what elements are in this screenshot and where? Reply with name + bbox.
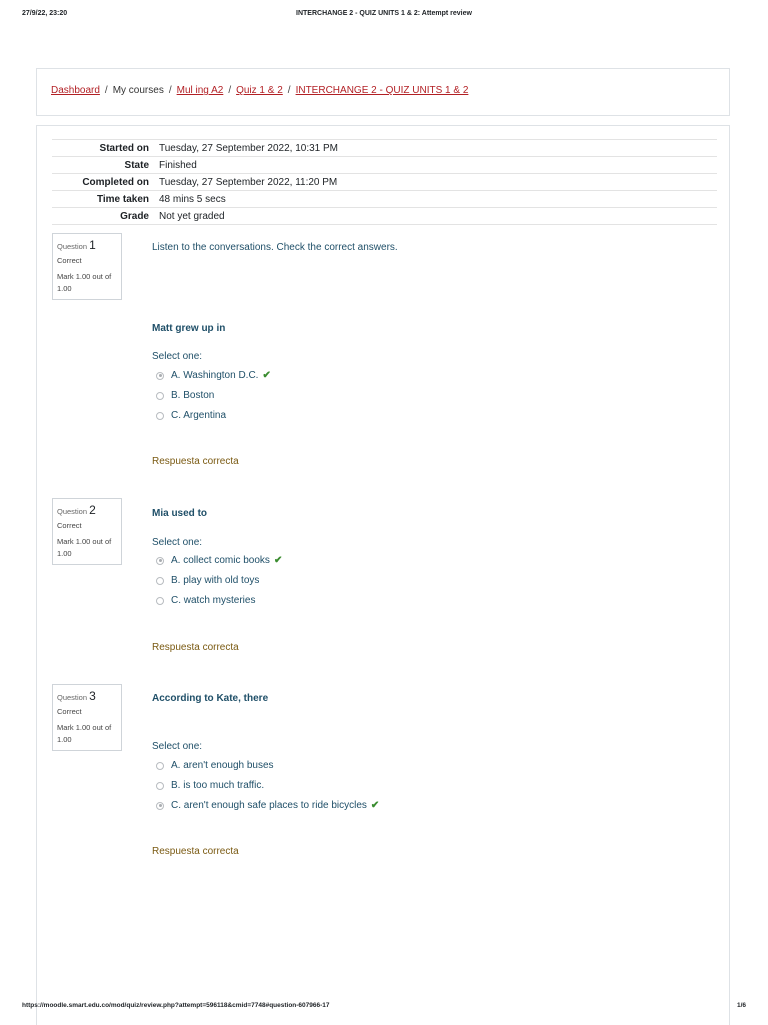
summary-label: State	[124, 159, 149, 171]
answer-option[interactable]: B. play with old toys	[156, 575, 259, 586]
summary-value: Tuesday, 27 September 2022, 11:20 PM	[159, 176, 338, 188]
correct-check-icon: ✔	[262, 370, 271, 381]
summary-label: Started on	[99, 142, 149, 154]
radio-selected-icon[interactable]	[156, 802, 164, 810]
summary-value: 48 mins 5 secs	[159, 193, 226, 205]
breadcrumb	[51, 85, 468, 96]
breadcrumb-separator: /	[228, 85, 232, 96]
breadcrumb-separator: /	[168, 85, 172, 96]
summary-row	[52, 208, 717, 225]
summary-row	[52, 174, 717, 191]
breadcrumb-quiz-link[interactable]: INTERCHANGE 2 - QUIZ UNITS 1 & 2	[295, 85, 469, 96]
question-grade: Mark 1.00 out of 1.00	[57, 723, 112, 744]
print-page-number: 1/6	[736, 1002, 746, 1009]
radio-icon[interactable]	[156, 412, 164, 420]
correct-check-icon: ✔	[273, 555, 283, 566]
question-grade: Mark 1.00 out of 1.00	[57, 537, 112, 558]
quiz-review-region	[36, 125, 730, 1025]
answer-option[interactable]: C. aren't enough safe places to ride bicycles ✔	[156, 800, 379, 811]
answer-option[interactable]: B. Boston	[156, 390, 214, 401]
question-number: Question 1	[57, 238, 96, 252]
question-state: Correct	[57, 256, 82, 265]
question-2-prompt: Mia used to	[152, 508, 208, 519]
question-2-feedback: Respuesta correcta	[152, 642, 239, 653]
question-3-feedback: Respuesta correcta	[152, 846, 239, 857]
answer-option[interactable]: C. Argentina	[156, 410, 226, 421]
radio-icon[interactable]	[156, 762, 164, 770]
attempt-summary-table	[52, 139, 717, 225]
summary-label: Completed on	[82, 176, 149, 188]
summary-value: Not yet graded	[159, 210, 225, 222]
question-1-info	[52, 233, 122, 300]
question-2-info	[52, 498, 122, 565]
question-3-prompt: According to Kate, there	[152, 693, 269, 704]
print-header	[0, 10, 768, 22]
breadcrumb-my-courses[interactable]: My courses	[112, 85, 164, 96]
print-title: INTERCHANGE 2 - QUIZ UNITS 1 & 2: Attempt review	[296, 10, 472, 17]
radio-icon[interactable]	[156, 577, 164, 585]
radio-selected-icon[interactable]	[156, 557, 164, 565]
question-1-prompt: Matt grew up in	[152, 323, 226, 334]
summary-row	[52, 140, 717, 157]
radio-icon[interactable]	[156, 392, 164, 400]
answer-option[interactable]: A. collect comic books ✔	[156, 555, 282, 566]
breadcrumb-dashboard-link[interactable]: Dashboard	[51, 85, 100, 96]
correct-check-icon: ✔	[370, 800, 380, 811]
summary-value: Tuesday, 27 September 2022, 10:31 PM	[159, 142, 338, 154]
select-one-label: Select one:	[152, 351, 203, 362]
answer-option[interactable]: B. is too much traffic.	[156, 780, 264, 791]
breadcrumb-course-link[interactable]: Mul ing A2	[176, 85, 224, 96]
question-3-info	[52, 684, 122, 751]
breadcrumb-section-link[interactable]: Quiz 1 & 2	[236, 85, 283, 96]
answer-option[interactable]: A. aren't enough buses	[156, 760, 274, 771]
summary-value: Finished	[159, 159, 197, 171]
breadcrumb-box	[36, 68, 730, 116]
question-number: Question 2	[57, 503, 96, 517]
summary-label: Grade	[120, 210, 149, 222]
summary-row	[52, 191, 717, 208]
question-number: Question 3	[57, 689, 96, 703]
radio-icon[interactable]	[156, 782, 164, 790]
answer-option[interactable]: A. Washington D.C. ✔	[156, 370, 271, 381]
select-one-label: Select one:	[152, 741, 203, 752]
breadcrumb-separator: /	[104, 85, 108, 96]
print-date: 27/9/22, 23:20	[22, 10, 68, 17]
breadcrumb-separator: /	[287, 85, 291, 96]
select-one-label: Select one:	[152, 537, 203, 548]
question-state: Correct	[57, 707, 82, 716]
question-grade: Mark 1.00 out of 1.00	[57, 272, 112, 293]
question-1-intro: Listen to the conversations. Check the correct answers.	[152, 242, 398, 253]
summary-row	[52, 157, 717, 174]
question-state: Correct	[57, 521, 82, 530]
radio-selected-icon[interactable]	[156, 372, 164, 380]
summary-label: Time taken	[96, 193, 149, 205]
print-url: https://moodle.smart.edu.co/mod/quiz/review.php?attempt=596118&cmid=7748#question-607966-17	[22, 1002, 330, 1009]
radio-icon[interactable]	[156, 597, 164, 605]
question-1-feedback: Respuesta correcta	[152, 456, 239, 467]
answer-option[interactable]: C. watch mysteries	[156, 595, 255, 606]
